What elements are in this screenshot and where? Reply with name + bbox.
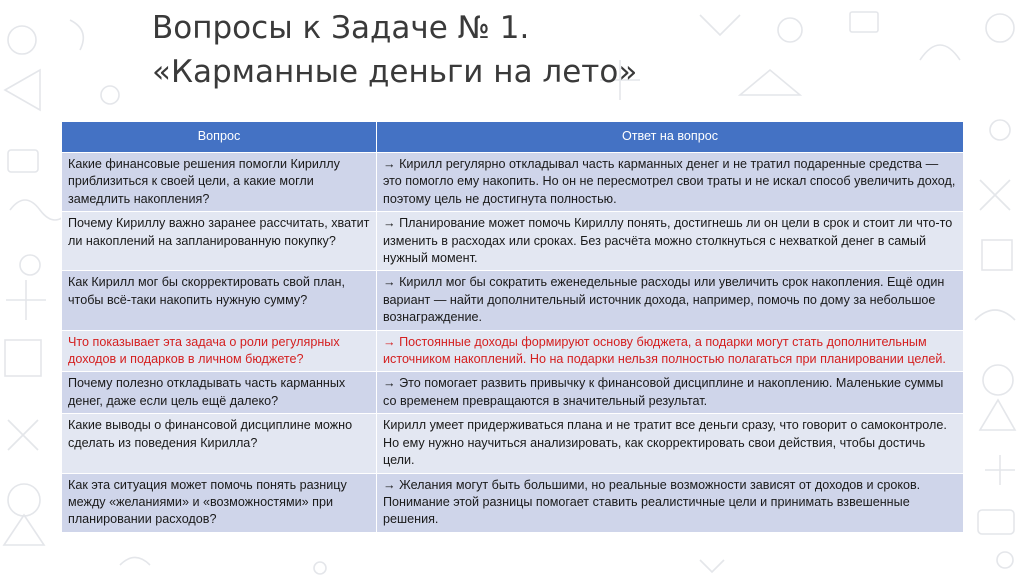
question-cell: Какие выводы о финансовой дисциплине можно сделать из поведения Кирилла? bbox=[62, 414, 377, 473]
answer-cell: Кирилл умеет придерживаться плана и не тратит все деньги сразу, что говорит о самоконтроле. Но ему нужно научиться анализировать, как скорректировать свои действия, чтобы достичь цели. bbox=[377, 414, 964, 473]
answer-cell: → Это помогает развить привычку к финансовой дисциплине и накоплению. Маленькие суммы со временем превращаются в значительный результат. bbox=[377, 372, 964, 414]
table-header-row bbox=[62, 122, 964, 153]
table-row bbox=[62, 414, 964, 473]
question-cell: Почему Кириллу важно заранее рассчитать, хватит ли накоплений на запланированную покупку? bbox=[62, 212, 377, 271]
header-answer: Ответ на вопрос bbox=[377, 122, 964, 153]
slide-title-line-2: «Карманные деньги на лето» bbox=[152, 54, 638, 90]
header-question: Вопрос bbox=[62, 122, 377, 153]
questions-table bbox=[61, 121, 964, 533]
answer-cell: → Желания могут быть большими, но реальные возможности зависят от доходов и сроков. Понимание этой разницы помогает ставить реалистичные цели и принимать взвешенные решения. bbox=[377, 473, 964, 532]
table-row bbox=[62, 212, 964, 271]
table-row bbox=[62, 153, 964, 212]
answer-cell: → Кирилл мог бы сократить еженедельные расходы или увеличить срок накопления. Ещё один вариант — найти дополнительный источник дохода, например, помочь по дому за небольшое вознаграждение. bbox=[377, 271, 964, 330]
table-row bbox=[62, 271, 964, 330]
question-cell: Какие финансовые решения помогли Кириллу приблизиться к своей цели, а какие могли замедлить накопления? bbox=[62, 153, 377, 212]
table-row bbox=[62, 372, 964, 414]
question-cell: Что показывает эта задача о роли регулярных доходов и подарков в личном бюджете? bbox=[62, 330, 377, 372]
slide-title bbox=[152, 6, 972, 94]
slide-title-line-1: Вопросы к Задаче № 1. bbox=[152, 10, 530, 46]
table-row-highlighted bbox=[62, 330, 964, 372]
answer-cell: → Кирилл регулярно откладывал часть карманных денег и не тратил подаренные средства — это помогло ему накопить. Но он не пересмотрел свои траты и не искал способ увеличить доход, поэтому цель не достигнута полностью. bbox=[377, 153, 964, 212]
question-cell: Как Кирилл мог бы скорректировать свой план, чтобы всё-таки накопить нужную сумму? bbox=[62, 271, 377, 330]
table-row bbox=[62, 473, 964, 532]
question-cell: Как эта ситуация может помочь понять разницу между «желаниями» и «возможностями» при планировании расходов? bbox=[62, 473, 377, 532]
question-cell: Почему полезно откладывать часть карманных денег, даже если цель ещё далеко? bbox=[62, 372, 377, 414]
answer-cell: → Планирование может помочь Кириллу понять, достигнешь ли он цели в срок и стоит ли что-то изменить в расходах или сроках. Без расчёта можно столкнуться с нехваткой денег в самый нужный момент. bbox=[377, 212, 964, 271]
answer-cell: → Постоянные доходы формируют основу бюджета, а подарки могут стать дополнительным источником накоплений. Но на подарки нельзя полностью полагаться при планировании целей. bbox=[377, 330, 964, 372]
